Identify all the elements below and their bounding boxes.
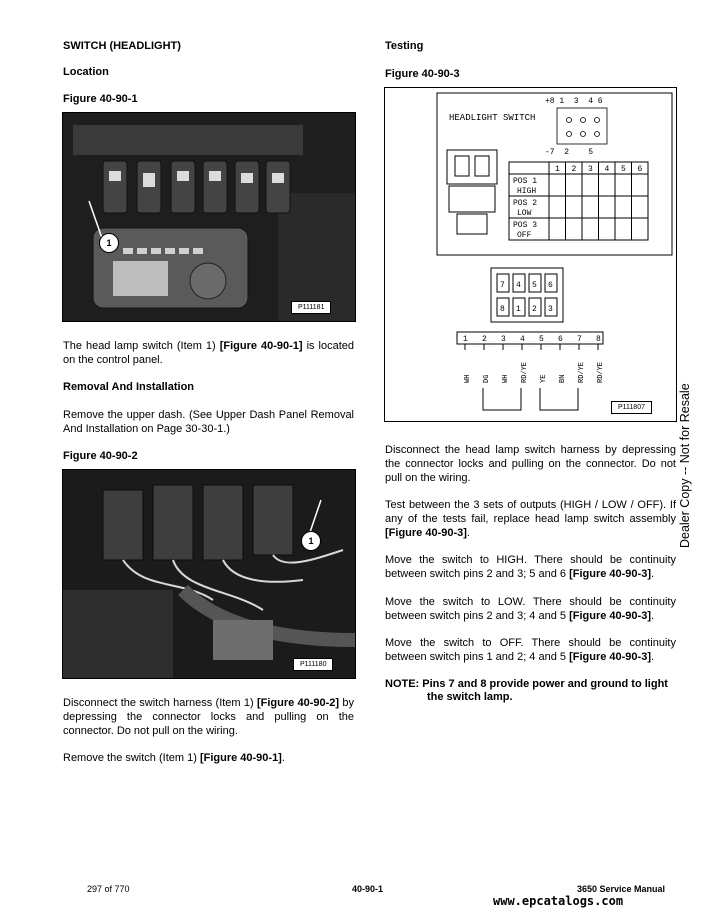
pin-number: 8	[596, 335, 601, 344]
fig3-label: P111807	[611, 401, 652, 414]
figure-40-90-1-photo	[62, 112, 356, 322]
wire-color-label: RD/YE	[578, 361, 586, 383]
wire-color-label: WH	[464, 374, 472, 383]
connector-pin-label: 7	[500, 281, 505, 290]
connector-pin-label: 6	[548, 281, 553, 290]
continuity-col-header: 5	[621, 165, 626, 174]
figure-40-90-2-photo	[62, 469, 356, 679]
fig2-caption: Figure 40-90-2	[63, 450, 138, 462]
site-watermark: www.epcatalogs.com	[493, 894, 624, 908]
location-paragraph: The head lamp switch (Item 1) [Figure 40-90-1] is located on the control panel.	[63, 340, 354, 366]
fig3-caption: Figure 40-90-3	[385, 68, 460, 80]
wire-color-label: BN	[559, 374, 567, 383]
note-line-2: the switch lamp.	[427, 691, 513, 703]
wire-color-label: WH	[502, 374, 510, 383]
pin-number: 5	[539, 335, 544, 344]
wire-color-label: DG	[483, 374, 491, 383]
fig1-caption: Figure 40-90-1	[63, 93, 138, 105]
removal-heading: Removal And Installation	[63, 381, 195, 393]
continuity-row-sublabel: LOW	[517, 209, 532, 218]
connector-pin-label: 8	[500, 305, 505, 314]
removal-paragraph: Remove the upper dash. (See Upper Dash Panel Removal And Installation on Page 30-30-1.)	[63, 409, 354, 435]
connector-pin-label: 4	[516, 281, 521, 290]
pin-number: 2	[482, 335, 487, 344]
wire-color-label: RD/YE	[521, 361, 529, 383]
testing-heading: Testing	[385, 40, 424, 52]
testing-paragraph-high: Move the switch to HIGH. There should be continuity between switch pins 2 and 3; 5 and 6 [Figure 40-90-3].	[385, 554, 676, 580]
continuity-col-header: 3	[588, 165, 593, 174]
testing-paragraph-2: Test between the 3 sets of outputs (HIGH / LOW / OFF). If any of the tests fail, replace head lamp switch assembly [Figure 40-90-3].	[385, 499, 676, 539]
continuity-row-sublabel: OFF	[517, 231, 532, 240]
continuity-row-label: POS 3	[513, 221, 538, 230]
pin-number: 7	[577, 335, 582, 344]
wire-loop	[483, 388, 521, 410]
manual-title: 3650 Service Manual	[577, 884, 666, 894]
pin-number: 3	[501, 335, 506, 344]
dealer-copy-watermark: Dealer Copy -- Not for Resale	[678, 383, 692, 548]
fig1-callout: 1	[99, 233, 119, 253]
section-number: 40-90-1	[352, 884, 384, 894]
wire-color-label: RD/YE	[597, 361, 605, 383]
continuity-row-sublabel: HIGH	[517, 187, 537, 196]
pin-number: 1	[463, 335, 468, 344]
continuity-col-header: 2	[571, 165, 577, 174]
disconnect-paragraph: Disconnect the switch harness (Item 1) [Figure 40-90-2] by depressing the connector locks and pulling on the connector. Do not pull on the wiring.	[63, 697, 354, 737]
diagram-title: HEADLIGHT SWITCH	[449, 113, 536, 123]
continuity-col-header: 6	[637, 165, 643, 174]
fig2-callout: 1	[301, 531, 321, 551]
figure-40-90-3-diagram	[384, 87, 677, 422]
section-title: SWITCH (HEADLIGHT)	[63, 40, 181, 52]
location-heading: Location	[63, 66, 109, 78]
connector-pin-label: 1	[516, 305, 521, 314]
testing-paragraph-off: Move the switch to OFF. There should be continuity between switch pins 1 and 2; 4 and 5 [Figure 40-90-3].	[385, 637, 676, 663]
switch-harness-photo	[63, 470, 355, 678]
continuity-row-label: POS 1	[513, 177, 538, 186]
testing-paragraph-low: Move the switch to LOW. There should be continuity between switch pins 2 and 3; 4 and 5 [Figure 40-90-3].	[385, 596, 676, 622]
page-count: 297 of 770	[87, 884, 130, 894]
pin-number: 4	[520, 335, 525, 344]
remove-switch-paragraph: Remove the switch (Item 1) [Figure 40-90-1].	[63, 752, 285, 764]
note-line-1: NOTE: Pins 7 and 8 provide power and ground to light	[385, 678, 668, 690]
wire-color-label: YE	[540, 374, 548, 383]
connector-pin-label: 5	[532, 281, 537, 290]
diagram-top-pins: +8 1 3 4 6	[545, 97, 603, 106]
connector-pin-label: 3	[548, 305, 553, 314]
fig2-label: P111180	[293, 658, 333, 671]
diagram-bottom-pins: -7 2 5	[545, 148, 594, 157]
headlight-switch-schematic	[385, 88, 676, 421]
connector-pin-label: 2	[532, 305, 537, 314]
testing-paragraph-1: Disconnect the head lamp switch harness by depressing the connector locks and pulling on the connector. Do not pull on the wiring.	[385, 444, 676, 484]
pin-number: 6	[558, 335, 563, 344]
continuity-col-header: 1	[555, 165, 560, 174]
continuity-col-header: 4	[604, 165, 610, 174]
control-panel-photo	[63, 113, 355, 321]
fig1-label: P111181	[291, 301, 331, 314]
continuity-row-label: POS 2	[513, 199, 538, 208]
wire-loop	[540, 388, 578, 410]
